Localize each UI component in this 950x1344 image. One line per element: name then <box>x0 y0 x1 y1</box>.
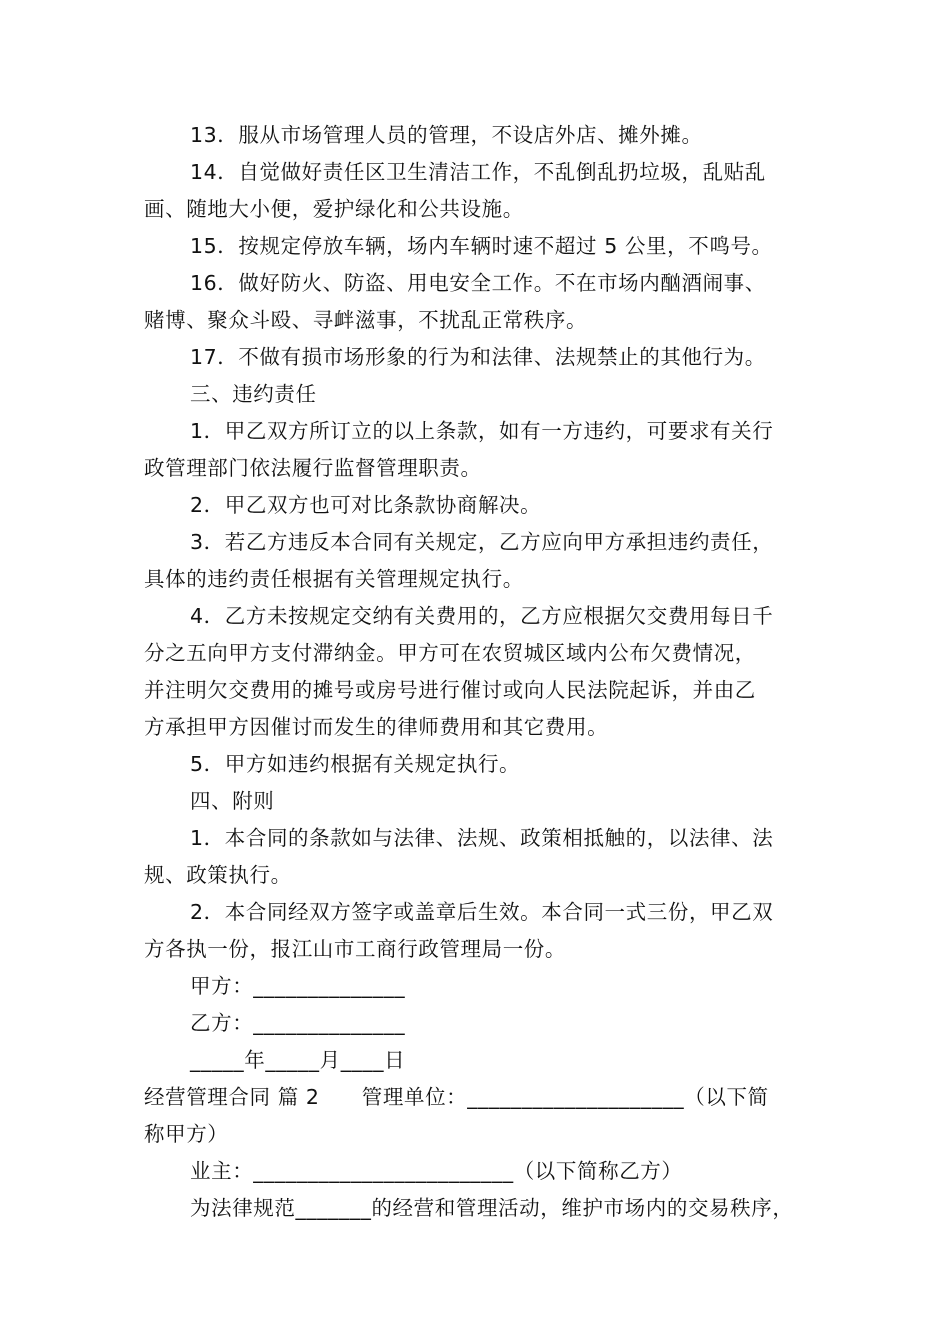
paragraph-line: 15．按规定停放车辆，场内车辆时速不超过 5 公里，不鸣号。 <box>190 234 773 258</box>
paragraph-line: 规、政策执行。 <box>144 863 292 887</box>
paragraph-line: 5．甲方如违约根据有关规定执行。 <box>190 752 521 776</box>
paragraph-line: 14．自觉做好责任区卫生清洁工作，不乱倒乱扔垃圾，乱贴乱 <box>190 160 766 184</box>
paragraph-line: 3．若乙方违反本合同有关规定，乙方应向甲方承担违约责任， <box>190 530 774 554</box>
paragraph-line: 16．做好防火、防盗、用电安全工作。不在市场内酗酒闹事、 <box>190 271 766 295</box>
paragraph-line: 17．不做有损市场形象的行为和法律、法规禁止的其他行为。 <box>190 345 766 369</box>
signature-line-party-b: 乙方：______________ <box>190 1011 406 1035</box>
paragraph-line: 4．乙方未按规定交纳有关费用的，乙方应根据欠交费用每日千 <box>190 604 774 628</box>
section-heading: 四、附则 <box>190 789 275 813</box>
paragraph-line: 2．本合同经双方签字或盖章后生效。本合同一式三份，甲乙双 <box>190 900 774 924</box>
paragraph-line: 为法律规范_______的经营和管理活动，维护市场内的交易秩序， <box>190 1196 794 1220</box>
paragraph-line: 1．甲乙双方所订立的以上条款，如有一方违约，可要求有关行 <box>190 419 774 443</box>
paragraph-line: 13．服从市场管理人员的管理，不设店外店、摊外摊。 <box>190 123 703 147</box>
paragraph-line: 分之五向甲方支付滞纳金。甲方可在农贸城区域内公布欠费情况， <box>144 641 756 665</box>
date-line: _____年_____月____日 <box>190 1048 406 1072</box>
paragraph-line: 具体的违约责任根据有关管理规定执行。 <box>144 567 524 591</box>
paragraph-line: 政管理部门依法履行监督管理职责。 <box>144 456 482 480</box>
paragraph-line: 赌博、聚众斗殴、寻衅滋事，不扰乱正常秩序。 <box>144 308 588 332</box>
paragraph-line: 业主：________________________（以下简称乙方） <box>190 1159 683 1183</box>
paragraph-line: 并注明欠交费用的摊号或房号进行催讨或向人民法院起诉，并由乙 <box>144 678 756 702</box>
paragraph-line: 画、随地大小便，爱护绿化和公共设施。 <box>144 197 524 221</box>
paragraph-line: 1．本合同的条款如与法律、法规、政策相抵触的，以法律、法 <box>190 826 774 850</box>
paragraph-line: 称甲方） <box>144 1122 229 1146</box>
paragraph-line: 2．甲乙双方也可对比条款协商解决。 <box>190 493 542 517</box>
paragraph-line: 方承担甲方因催讨而发生的律师费用和其它费用。 <box>144 715 609 739</box>
contract-title-line: 经营管理合同 篇 2 管理单位：____________________（以下简 <box>144 1085 769 1109</box>
paragraph-line: 方各执一份，报江山市工商行政管理局一份。 <box>144 937 566 961</box>
section-heading: 三、违约责任 <box>190 382 317 406</box>
signature-line-party-a: 甲方：______________ <box>190 974 406 998</box>
